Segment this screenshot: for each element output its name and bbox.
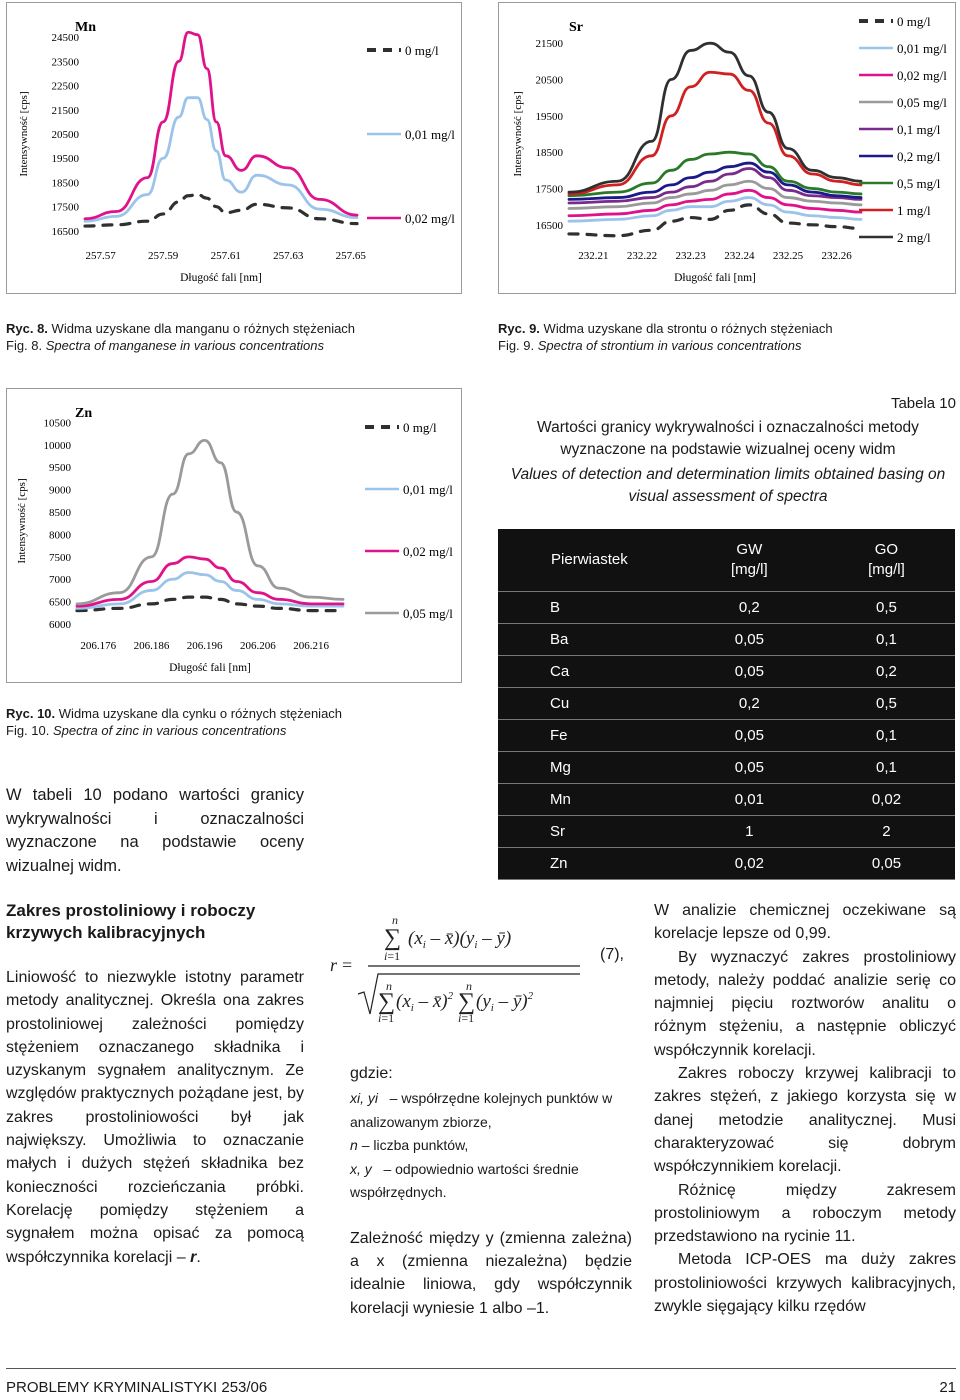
col-header-gw-text: GW [mg/l] [731,541,768,578]
chart-title: Zn [75,406,93,421]
y-tick-label: 17500 [51,201,79,214]
eq-sum-3: ∑ [458,989,476,1015]
fig10-label-en: Fig. 10. [6,723,50,738]
y-tick-label: 6000 [49,619,71,632]
correlation-equation [328,910,638,1022]
y-tick-label: 21500 [535,38,563,51]
y-tick-label: 16500 [51,225,79,238]
fig8-caption [6,320,476,354]
eq-equals: = [342,955,353,975]
eq-sum-2: ∑ [378,989,396,1015]
def3-symbol: x, y [350,1160,372,1177]
col-header-go-text: GO [mg/l] [868,541,905,578]
y-tick-label: 6500 [49,596,71,609]
col3-p4: Różnicę między zakresem prostoliniowym a roboczym metody przedstawiono na rycinie 11. [654,1181,956,1246]
legend-label: 0,01 mg/l [403,482,453,497]
series-line [569,190,861,215]
eq-sum-1: ∑ [384,925,402,951]
chart-title: Sr [569,20,583,35]
col2-paragraph: Zależność między y (zmienna zależna) a x (zmienna niezależna) będzie idealnie liniowa, gdy współczynnik korelacji wyniesie 1 albo –1. [350,1229,632,1317]
x-tick-label: 206.206 [240,640,276,652]
cell-go: 0,02 [818,784,955,816]
x-tick-label: 257.57 [85,250,116,262]
cell-gw: 1 [681,816,818,848]
chart-title: Mn [75,20,96,35]
fig9-caption-en: Spectra of strontium in various concentrations [537,338,802,353]
x-axis-label: Długość fali [nm] [169,662,251,674]
definition-n [350,1134,632,1158]
col-header-go [818,529,955,592]
cell-gw: 0,05 [681,624,818,656]
fig8-caption-pl: Widma uzyskane dla manganu o różnych stężeniach [51,321,356,336]
def2-text: – liczba punktów, [361,1137,469,1154]
footer-journal: PROBLEMY KRYMINALISTYKI 253/06 [6,1379,268,1396]
y-tick-label: 8000 [49,529,71,542]
series-line [569,72,861,194]
eq-den-b: ($y_i$ – ȳ)$^2$ [476,990,534,1014]
col3-p2: By wyznaczyć zakres prostoliniowy metody, należy poddać analizie serię co najmniej pięciu roztworów analitu o różnym stężeniu, a następnie obliczyć współczynnik korelacji. [654,948,956,1059]
col-header-element: Pierwiastek [498,529,681,592]
cell-element: Ba [498,624,681,656]
cell-element: Sr [498,816,681,848]
chart-zn-box [6,388,462,683]
y-tick-label: 18500 [51,177,79,190]
col-header-gw [681,529,818,592]
y-axis-label: Intensywność [cps] [18,91,30,177]
cell-go: 0,1 [818,720,955,752]
limits-table [498,529,955,880]
footer-rule [6,1368,956,1369]
symbol-r: r [190,1248,197,1266]
cell-gw: 0,05 [681,656,818,688]
eq-r: r [330,955,338,975]
x-tick-label: 206.186 [133,640,170,652]
y-tick-label: 8500 [49,507,71,520]
cell-gw: 0,2 [681,688,818,720]
legend-label: 0,01 mg/l [405,127,455,142]
eq-den-a: ($x_i$ – x̄)$^2$ [396,990,454,1014]
chart-mn [7,3,461,293]
fig8-label-pl: Ryc. 8. [6,321,48,336]
y-tick-label: 20500 [535,74,563,87]
series-line [569,43,861,192]
cell-gw: 0,05 [681,720,818,752]
y-tick-label: 10000 [43,439,71,452]
column-2-text [350,1062,632,1320]
x-tick-label: 232.25 [772,250,804,262]
y-tick-label: 7000 [49,574,71,587]
cell-gw: 0,2 [681,592,818,624]
eq-num-body: ($x_i$ – $x̄)(y_i$ – ȳ) [408,928,512,951]
intro-paragraph [6,784,304,878]
x-tick-label: 232.21 [578,250,609,262]
cell-element: Ca [498,656,681,688]
cell-element: Mg [498,752,681,784]
legend-label: 0 mg/l [897,14,931,29]
eq-i3: i=1 [458,1011,475,1022]
section-heading: Zakres prostoliniowy i roboczy krzywych kalibracyjnych [6,901,256,942]
table-title-pl: Wartości granicy wykrywalności i oznaczalności metody wyznaczone na podstawie wizualnej oceny widm [537,419,919,458]
y-tick-label: 24500 [51,32,79,45]
col3-p5: Metoda ICP-OES ma duży zakres prostoliniowości krzywych kalibracyjnych, zwykle sięgający kilku rzędów [654,1251,956,1316]
y-tick-label: 9500 [49,462,71,475]
fig10-caption [6,705,476,739]
def1-symbol: xi, yi [350,1090,378,1107]
y-tick-label: 7500 [49,551,71,564]
cell-element: Zn [498,848,681,880]
legend-label: 0,02 mg/l [403,544,453,559]
footer-page: 21 [939,1379,956,1396]
equation-number: (7), [600,946,624,963]
column-3-text [654,899,956,1318]
y-tick-label: 10500 [43,417,71,430]
legend-label: 1 mg/l [897,203,931,218]
cell-element: Fe [498,720,681,752]
def3-text: – odpowiednio wartości średnie współrzędnych. [350,1160,579,1201]
y-tick-label: 22500 [51,80,79,93]
legend-label: 0,5 mg/l [897,176,941,191]
fig10-caption-en: Spectra of zinc in various concentrations [52,723,287,738]
col3-p1: W analizie chemicznej oczekiwane są korelacje lepsze od 0,99. [654,902,956,943]
y-tick-label: 23500 [51,56,79,69]
y-tick-label: 21500 [51,104,79,117]
x-tick-label: 257.63 [273,250,304,262]
cell-gw: 0,01 [681,784,818,816]
eq-n-d2: n [466,979,472,993]
cell-element: Mn [498,784,681,816]
chart-mn-box [6,2,462,294]
y-tick-label: 20500 [51,129,79,141]
x-tick-label: 257.59 [148,250,179,262]
y-tick-label: 16500 [535,219,563,232]
col1-end: . [196,1248,201,1266]
x-tick-label: 206.216 [293,640,329,652]
table-row [498,688,955,720]
series-line [85,98,357,222]
intro-text: W tabeli 10 podano wartości granicy wykrywalności i oznaczalności wyznaczone na podstawie oceny wizualnej widm. [6,786,304,875]
def1-text: – współrzędne kolejnych punktów w analizowanym zbiorze, [350,1090,613,1130]
table-row [498,592,955,624]
y-tick-label: 19500 [51,153,79,166]
fig9-caption-pl: Widma uzyskane dla strontu o różnych stężeniach [543,321,833,336]
col1-paragraph: Liniowość to niezwykle istotny parametr metody analitycznej. Określa ona zakres prostoliniowej zależności pomiędzy stężeniem oznaczanego składnika i uzyskanym sygnałem analitycznym. Ze względów praktycznych pożądane jest, by zakres prostoliniowości był jak największy. Umożliwia to oznaczanie małych i dużych stężeń składnika bez konieczności rozcieńczania próbki. Korelację pomiędzy stężeniem a sygnałem można opisać za pomocą współczynnika korelacji – [6,969,304,1266]
table-row [498,848,955,880]
definition-means [350,1158,632,1205]
fig10-label-pl: Ryc. 10. [6,706,56,721]
legend-label: 0,02 mg/l [897,68,947,83]
fig10-caption-pl: Widma uzyskane dla cynku o różnych stężeniach [58,706,343,721]
y-tick-label: 18500 [535,147,563,160]
series-line [77,440,343,604]
table-row [498,784,955,816]
x-tick-label: 206.176 [80,640,117,652]
table-label: Tabela 10 [890,395,956,412]
y-axis-label: Intensywność [cps] [16,478,28,564]
eq-i2: i=1 [378,1011,395,1022]
legend-label: 0,2 mg/l [897,149,941,164]
legend-label: 2 mg/l [897,230,931,245]
definition-xy [350,1087,632,1134]
eq-i1: i=1 [384,949,401,963]
cell-go: 2 [818,816,955,848]
cell-go: 0,5 [818,688,955,720]
fig9-label-pl: Ryc. 9. [498,321,540,336]
x-tick-label: 206.196 [186,640,223,652]
cell-go: 0,5 [818,592,955,624]
y-tick-label: 19500 [535,110,563,123]
fig8-caption-en: Spectra of manganese in various concentrations [45,338,324,353]
y-tick-label: 17500 [535,183,563,196]
x-tick-label: 232.26 [821,250,852,262]
fig9-caption [498,320,958,354]
legend-label: 0 mg/l [403,420,437,435]
table-title-en: Values of detection and determination limits obtained basing on visual assessment of spectra [510,466,946,505]
x-axis-label: Długość fali [nm] [180,272,262,284]
table-header-row [498,529,955,592]
cell-go: 0,1 [818,624,955,656]
legend-label: 0,05 mg/l [897,95,947,110]
x-tick-label: 232.24 [724,250,755,262]
cell-go: 0,2 [818,656,955,688]
fig8-label-en: Fig. 8. [6,338,43,353]
x-axis-label: Długość fali [nm] [674,272,756,284]
table-row [498,816,955,848]
table-row [498,752,955,784]
col3-p3: Zakres roboczy krzywej kalibracji to zakres stężeń, z jakiego korzysta się w danej metodzie analitycznej. Musi charakteryzować się dobrym współczynnikiem korelacji. [654,1065,956,1176]
table-row [498,656,955,688]
x-tick-label: 257.65 [335,250,366,262]
chart-sr [499,3,955,293]
legend-label: 0 mg/l [405,43,439,58]
chart-zn [7,389,461,682]
x-tick-label: 257.61 [210,250,241,262]
eq-n-top: n [392,913,398,927]
y-axis-label: Intensywność [cps] [512,91,524,177]
legend-label: 0,01 mg/l [897,41,947,56]
cell-gw: 0,02 [681,848,818,880]
gdzie: gdzie: [350,1065,393,1082]
cell-gw: 0,05 [681,752,818,784]
table-row [498,624,955,656]
fig9-label-en: Fig. 9. [498,338,535,353]
cell-element: Cu [498,688,681,720]
column-1-text [6,966,304,1269]
def2-symbol: n [350,1137,358,1154]
cell-go: 0,1 [818,752,955,784]
legend-label: 0,05 mg/l [403,606,453,621]
legend-label: 0,1 mg/l [897,122,941,137]
eq-n-d1: n [386,979,392,993]
x-tick-label: 232.22 [626,250,658,262]
chart-sr-box [498,2,956,294]
legend-label: 0,02 mg/l [405,211,455,226]
cell-element: B [498,592,681,624]
table-row [498,720,955,752]
y-tick-label: 9000 [49,484,71,497]
x-tick-label: 232.23 [675,250,706,262]
cell-go: 0,05 [818,848,955,880]
series-line [85,32,357,219]
